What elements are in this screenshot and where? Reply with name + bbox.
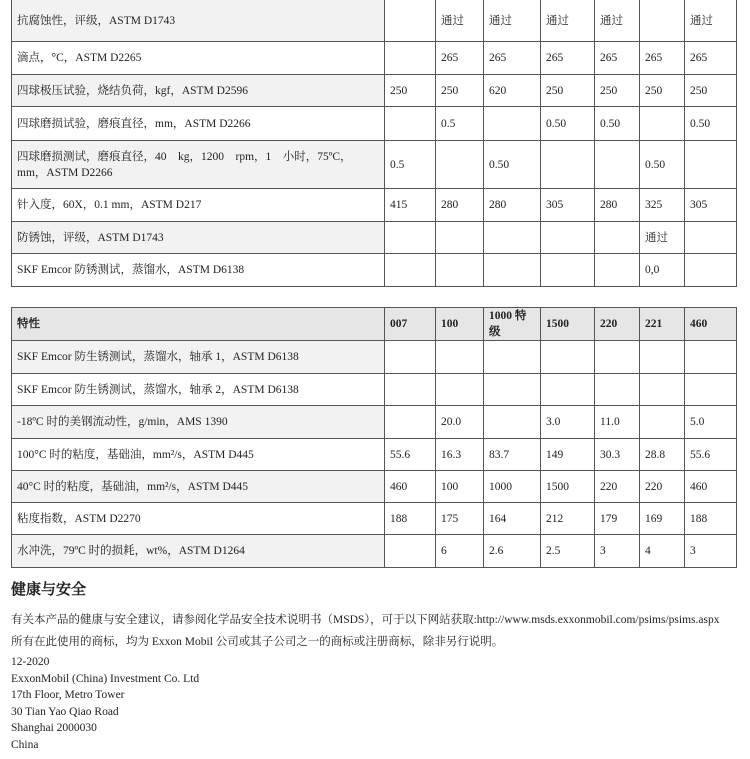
table-cell: 0.5	[436, 107, 484, 141]
table-cell	[385, 535, 436, 568]
row-label: 水冲洗，79ºC 时的损耗，wt%，ASTM D1264	[12, 535, 385, 568]
table-cell: 265	[640, 42, 685, 75]
table-cell: 250	[436, 75, 484, 107]
table-cell	[436, 222, 484, 254]
table-cell: 20.0	[436, 406, 484, 439]
row-label: 四球极压试验，烧结负荷，kgf，ASTM D2596	[12, 75, 385, 107]
table-cell: 5.0	[685, 406, 737, 439]
table-cell: 265	[595, 42, 640, 75]
header-cell: 460	[685, 308, 737, 341]
row-label: 抗腐蚀性，评级，ASTM D1743	[12, 0, 385, 42]
address-city: Shanghai 2000030	[11, 722, 97, 734]
table-cell: 55.6	[685, 439, 737, 471]
table-cell: 164	[484, 503, 541, 535]
table-cell	[385, 341, 436, 374]
table-cell: 28.8	[640, 439, 685, 471]
table-cell	[595, 254, 640, 287]
table-cell	[595, 141, 640, 189]
table-cell: 250	[385, 75, 436, 107]
row-label: 四球磨损测试，磨痕直径，40 kg，1200 rpm，1 小时，75ºC，mm，ASTM D2266	[12, 141, 385, 189]
row-label: 滴点，°C，ASTM D2265	[12, 42, 385, 75]
row-label: SKF Emcor 防生锈测试，蒸馏水，轴承 2，ASTM D6138	[12, 374, 385, 406]
table-cell: 100	[436, 471, 484, 503]
table-cell	[541, 254, 595, 287]
table-cell	[595, 374, 640, 406]
table-cell	[685, 141, 737, 189]
table-cell	[436, 254, 484, 287]
table-cell: 265	[436, 42, 484, 75]
table-cell	[685, 374, 737, 406]
table-cell	[541, 222, 595, 254]
table-cell: 220	[640, 471, 685, 503]
table-cell: 1000	[484, 471, 541, 503]
address-street: 30 Tian Yao Qiao Road	[11, 705, 119, 718]
table-cell	[595, 341, 640, 374]
table-cell: 1500	[541, 471, 595, 503]
header-cell: 007	[385, 308, 436, 341]
table-cell: 280	[595, 189, 640, 222]
table-cell	[385, 254, 436, 287]
table-row	[12, 141, 737, 189]
table-cell: 188	[685, 503, 737, 535]
table-cell: 265	[685, 42, 737, 75]
table-row	[12, 406, 737, 439]
table-cell: 175	[436, 503, 484, 535]
table-cell: 2.5	[541, 535, 595, 568]
table-cell	[385, 42, 436, 75]
table-cell	[541, 374, 595, 406]
table-row	[12, 535, 737, 568]
table-row	[12, 471, 737, 503]
table-cell: 0.50	[484, 141, 541, 189]
header-cell: 1500	[541, 308, 595, 341]
table-cell	[640, 374, 685, 406]
table-row	[12, 0, 737, 42]
table-cell: 通过	[685, 0, 737, 42]
table-row	[12, 254, 737, 287]
table-cell	[685, 254, 737, 287]
table-cell	[385, 374, 436, 406]
properties-table-1	[11, 0, 737, 287]
table-header-row	[12, 308, 737, 341]
table-cell: 415	[385, 189, 436, 222]
row-label: -18ºC 时的美钢流动性，g/min，AMS 1390	[12, 406, 385, 439]
table-cell: 3	[595, 535, 640, 568]
table-cell: 460	[685, 471, 737, 503]
table-cell	[484, 222, 541, 254]
table-cell: 169	[640, 503, 685, 535]
table-cell: 2.6	[484, 535, 541, 568]
table-cell: 305	[541, 189, 595, 222]
header-cell: 221	[640, 308, 685, 341]
row-label: 针入度，60X，0.1 mm，ASTM D217	[12, 189, 385, 222]
table-cell	[484, 254, 541, 287]
row-label: 防锈蚀，评级，ASTM D1743	[12, 222, 385, 254]
row-label: SKF Emcor 防锈测试，蒸馏水，ASTM D6138	[12, 254, 385, 287]
table-cell	[541, 141, 595, 189]
table-cell: 11.0	[595, 406, 640, 439]
table-cell: 325	[640, 189, 685, 222]
msds-note: 有关本产品的健康与安全建议，请参阅化学品安全技术说明书（MSDS），可于以下网站获取:http://www.msds.exxonmobil.com/psims/psims.aspx	[11, 614, 720, 626]
table-cell	[640, 0, 685, 42]
company-name: ExxonMobil (China) Investment Co. Ltd	[11, 672, 200, 685]
table-cell	[640, 107, 685, 141]
table-cell: 16.3	[436, 439, 484, 471]
table-row	[12, 42, 737, 75]
table-cell	[685, 341, 737, 374]
table-cell: 188	[385, 503, 436, 535]
table-cell	[436, 141, 484, 189]
table-cell: 4	[640, 535, 685, 568]
table-cell: 179	[595, 503, 640, 535]
header-cell: 220	[595, 308, 640, 341]
company-address	[11, 654, 199, 753]
table-cell	[484, 406, 541, 439]
table-row	[12, 439, 737, 471]
table-cell: 280	[436, 189, 484, 222]
table-cell: 250	[685, 75, 737, 107]
row-label: 40°C 时的粘度，基础油，mm²/s，ASTM D445	[12, 471, 385, 503]
header-label: 特性	[12, 308, 385, 341]
address-floor: 17th Floor, Metro Tower	[11, 689, 125, 701]
table-cell: 通过	[640, 222, 685, 254]
table-cell	[640, 341, 685, 374]
table-cell	[484, 107, 541, 141]
table-cell: 6	[436, 535, 484, 568]
revision-date: 12-2020	[11, 656, 50, 668]
table-cell: 通过	[484, 0, 541, 42]
table-cell	[385, 0, 436, 42]
properties-table-2	[11, 307, 737, 568]
table-row	[12, 503, 737, 535]
table-cell: 55.6	[385, 439, 436, 471]
table-cell	[385, 107, 436, 141]
table-row	[12, 189, 737, 222]
table-row	[12, 341, 737, 374]
table-cell: 通过	[436, 0, 484, 42]
row-label: 粘度指数，ASTM D2270	[12, 503, 385, 535]
table-cell: 265	[541, 42, 595, 75]
table-cell: 460	[385, 471, 436, 503]
header-cell: 1000 特级	[484, 308, 541, 341]
table-row	[12, 374, 737, 406]
table-cell: 212	[541, 503, 595, 535]
table-cell: 0.50	[595, 107, 640, 141]
trademark-note: 所有在此使用的商标，均为 Exxon Mobil 公司或其子公司之一的商标或注册商标，除非另行说明。	[11, 636, 504, 648]
table-cell	[436, 341, 484, 374]
table-cell: 0.5	[385, 141, 436, 189]
table-cell: 通过	[595, 0, 640, 42]
table-cell: 0.50	[541, 107, 595, 141]
row-label: 100°C 时的粘度，基础油，mm²/s，ASTM D445	[12, 439, 385, 471]
table-cell	[595, 222, 640, 254]
table-cell	[484, 374, 541, 406]
address-country: China	[11, 738, 39, 751]
table-cell: 3	[685, 535, 737, 568]
table-cell: 305	[685, 189, 737, 222]
table-cell: 250	[541, 75, 595, 107]
table-cell: 0,0	[640, 254, 685, 287]
table-cell: 0.50	[640, 141, 685, 189]
table-cell: 83.7	[484, 439, 541, 471]
row-label: SKF Emcor 防生锈测试，蒸馏水，轴承 1，ASTM D6138	[12, 341, 385, 374]
table-row	[12, 75, 737, 107]
table-cell: 149	[541, 439, 595, 471]
table-cell	[385, 222, 436, 254]
table-cell: 30.3	[595, 439, 640, 471]
table-cell: 3.0	[541, 406, 595, 439]
table-cell: 250	[640, 75, 685, 107]
table-cell	[484, 341, 541, 374]
header-cell: 100	[436, 308, 484, 341]
table-cell	[640, 406, 685, 439]
table-cell: 620	[484, 75, 541, 107]
table-cell	[541, 341, 595, 374]
health-safety-heading: 健康与安全	[11, 580, 87, 598]
table-cell: 220	[595, 471, 640, 503]
table-cell: 250	[595, 75, 640, 107]
table-row	[12, 222, 737, 254]
table-row	[12, 107, 737, 141]
table-cell	[385, 406, 436, 439]
table-cell: 0.50	[685, 107, 737, 141]
table-cell: 通过	[541, 0, 595, 42]
table-cell: 280	[484, 189, 541, 222]
table-cell	[436, 374, 484, 406]
table-cell	[685, 222, 737, 254]
row-label: 四球磨损试验，磨痕直径，mm，ASTM D2266	[12, 107, 385, 141]
table-cell: 265	[484, 42, 541, 75]
